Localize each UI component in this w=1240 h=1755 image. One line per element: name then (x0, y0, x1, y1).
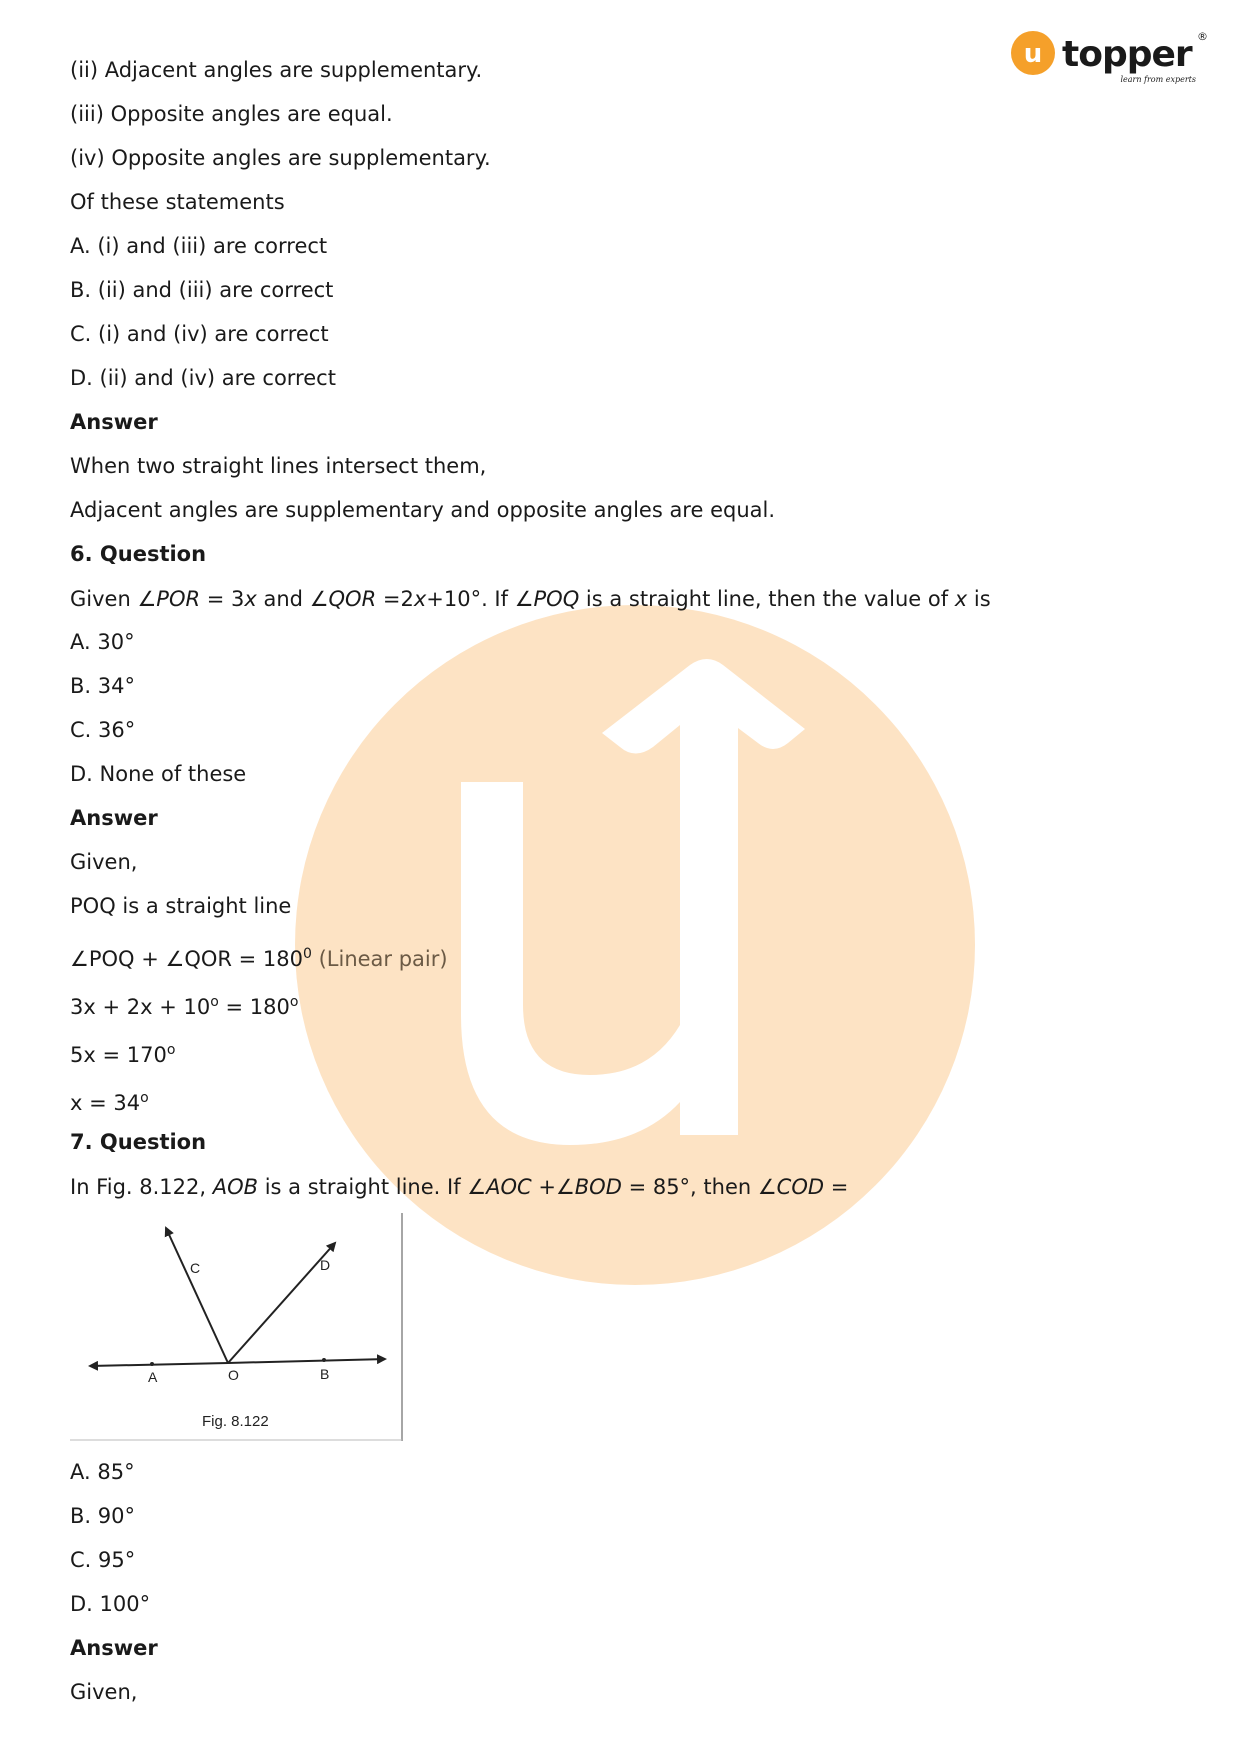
q7-stem-math: ∠COD (757, 1175, 825, 1199)
q6-stem-text: is a straight line, then the value of (579, 587, 955, 611)
logo-brand: topper (1062, 34, 1192, 75)
q7-stem-text: = 85°, then (621, 1175, 758, 1199)
q6-heading: 6. Question (70, 542, 207, 566)
q7-solution-given: Given, (70, 1680, 138, 1704)
logo-tagline: learn from experts (1120, 75, 1196, 84)
point-a-dot (150, 1362, 154, 1366)
q6-solution-line3 (70, 940, 448, 973)
q5-answer-line1: When two straight lines intersect them, (70, 454, 487, 478)
q6-stem-math: ∠POR (137, 587, 201, 611)
q7-answer-heading: Answer (70, 1636, 158, 1660)
q7-option-c: C. 95° (70, 1548, 136, 1572)
topper-logo (1010, 28, 1210, 90)
q6-option-a: A. 30° (70, 630, 135, 654)
q6-sol3-sup: 0 (303, 946, 312, 962)
q6-sol4-sup: o (210, 994, 219, 1010)
q7-stem-text: is a straight line. If (258, 1175, 468, 1199)
q6-option-b: B. 34° (70, 674, 135, 698)
q6-stem (70, 585, 991, 613)
q7-stem-math: ∠BOD (555, 1175, 622, 1199)
q5-answer-line2: Adjacent angles are supplementary and opposite angles are equal. (70, 498, 776, 522)
q6-sol5-sup: o (166, 1042, 176, 1058)
q6-stem-text: +10°. If (426, 587, 515, 611)
label-o: O (228, 1367, 239, 1383)
q5-answer-heading: Answer (70, 410, 158, 434)
q5-option-c: C. (i) and (iv) are correct (70, 322, 329, 346)
q6-stem-text: is (967, 587, 991, 611)
q7-stem-text: = (824, 1175, 849, 1199)
q6-solution-line4 (70, 988, 298, 1021)
q6-stem-text: =2 (376, 587, 414, 611)
q6-sol6-sup: o (140, 1090, 149, 1106)
q6-stem-math: ∠QOR (309, 587, 377, 611)
logo-badge-letter: u (1023, 39, 1043, 69)
ray-od (228, 1243, 335, 1363)
q6-stem-text: and (256, 587, 310, 611)
q6-solution-given: Given, (70, 850, 138, 874)
q7-option-d: D. 100° (70, 1592, 151, 1616)
figure-8-122 (70, 1213, 403, 1441)
q6-stem-text: = 3 (200, 587, 245, 611)
logo-registered: ® (1197, 30, 1208, 43)
q6-sol4-text: 3x + 2x + 10 (70, 995, 211, 1019)
statement-ii: (ii) Adjacent angles are supplementary. (70, 58, 483, 82)
q5-option-d: D. (ii) and (iv) are correct (70, 366, 336, 390)
figure-caption: Fig. 8.122 (202, 1413, 269, 1430)
q6-sol4-mid: = 180 (218, 995, 290, 1019)
q5-option-b: B. (ii) and (iii) are correct (70, 278, 334, 302)
q6-solution-line2: POQ is a straight line (70, 894, 292, 918)
q7-option-b: B. 90° (70, 1504, 135, 1528)
ray-ob (228, 1359, 385, 1363)
q7-stem (70, 1173, 848, 1201)
q6-stem-math: x (244, 587, 257, 611)
q7-heading: 7. Question (70, 1130, 207, 1154)
q7-stem-math: AOB (212, 1175, 259, 1199)
label-a: A (148, 1369, 158, 1385)
q6-sol3-text: ∠POQ + ∠QOR = 180 (70, 947, 303, 971)
q7-stem-math: ∠AOC (467, 1175, 532, 1199)
q6-option-d: D. None of these (70, 762, 247, 786)
ray-oa (90, 1363, 228, 1366)
q6-solution-line6 (70, 1084, 149, 1117)
q7-stem-text: + (531, 1175, 556, 1199)
q7-stem-text: In Fig. 8.122, (70, 1175, 213, 1199)
q6-sol3-note: (Linear pair) (311, 947, 448, 971)
q6-stem-math: ∠POQ (514, 587, 580, 611)
q6-sol6-text: x = 34 (70, 1091, 141, 1115)
q6-solution-line5 (70, 1036, 175, 1069)
q6-stem-text: Given (70, 587, 138, 611)
q6-stem-math: x (954, 587, 968, 611)
q6-option-c: C. 36° (70, 718, 136, 742)
q7-option-a: A. 85° (70, 1460, 135, 1484)
ray-oc (166, 1228, 228, 1363)
label-c: C (190, 1260, 201, 1276)
q6-stem-math: x (413, 587, 427, 611)
q6-sol5-text: 5x = 170 (70, 1043, 167, 1067)
point-b-dot (322, 1358, 326, 1362)
q5-option-a: A. (i) and (iii) are correct (70, 234, 328, 258)
q6-answer-heading: Answer (70, 806, 158, 830)
q6-sol4-sup: o (289, 994, 299, 1010)
statement-iv: (iv) Opposite angles are supplementary. (70, 146, 491, 170)
label-d: D (320, 1257, 331, 1273)
statement-iii: (iii) Opposite angles are equal. (70, 102, 393, 126)
label-b: B (320, 1366, 330, 1382)
statements-intro: Of these statements (70, 190, 285, 214)
